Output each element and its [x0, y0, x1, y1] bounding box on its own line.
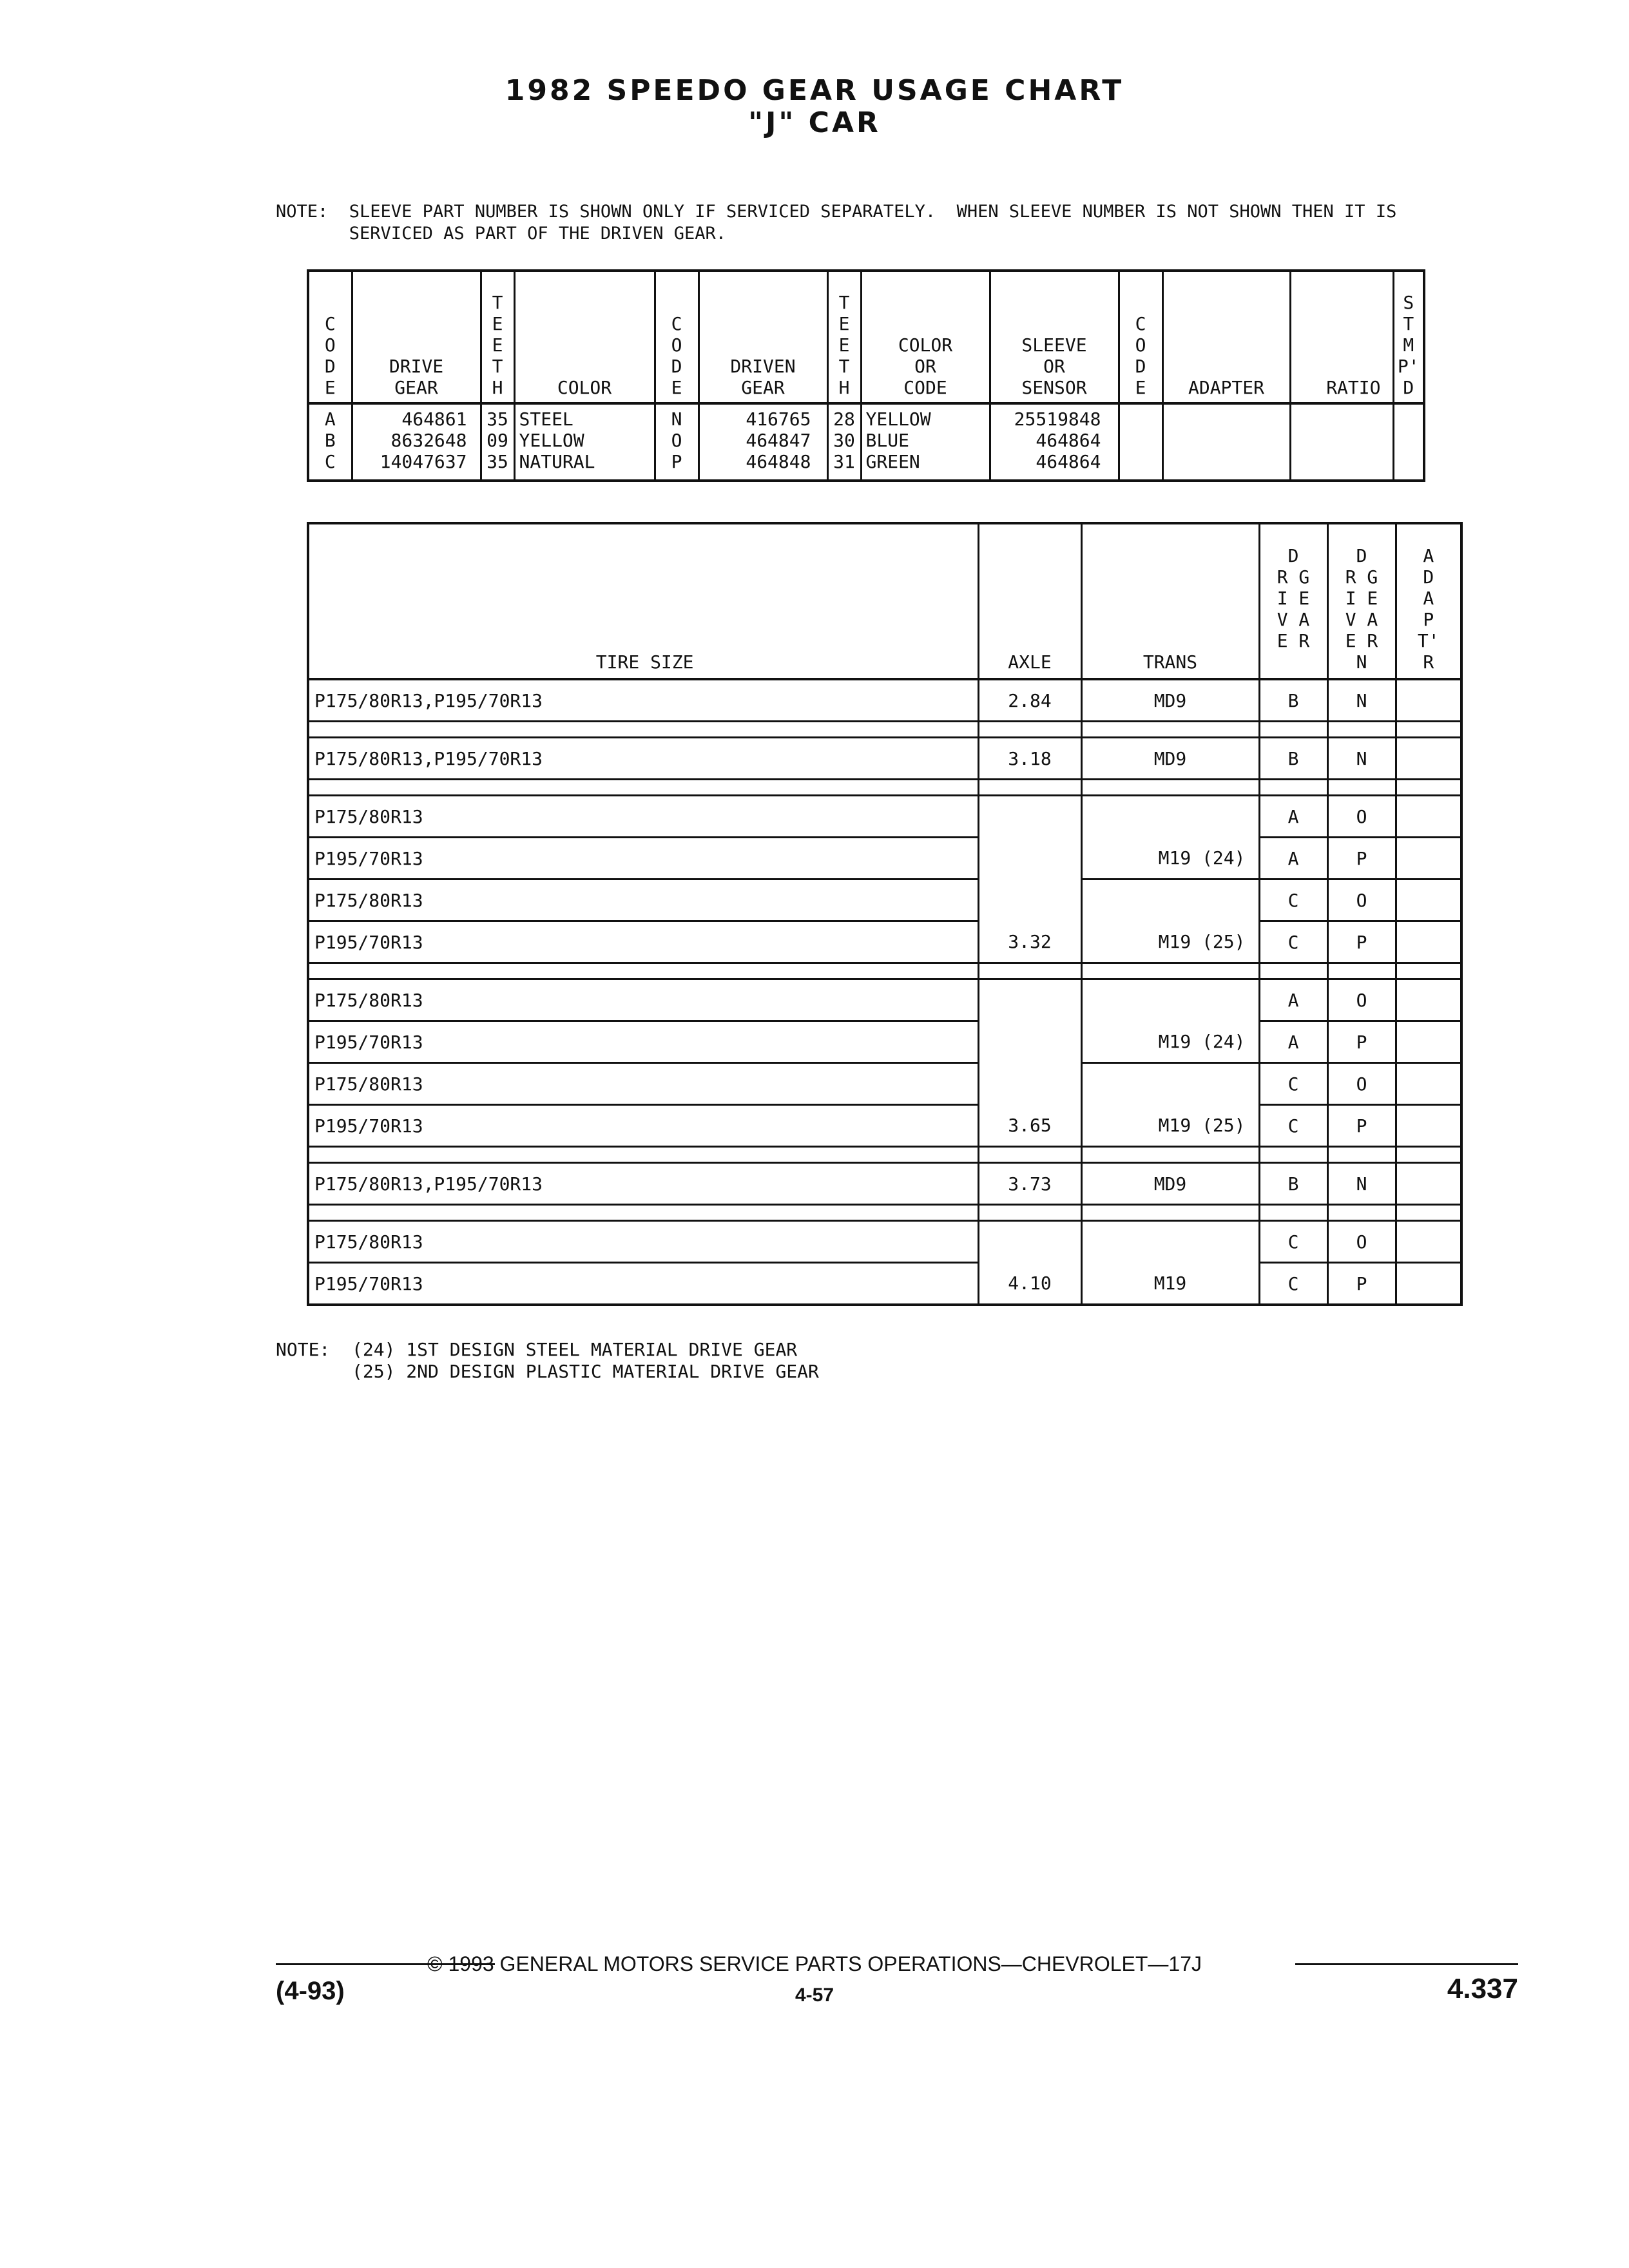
axle-cell [978, 979, 1081, 1021]
header-teeth: T E E T H [481, 271, 514, 403]
tire-size-cell: P195/70R13 [308, 1021, 978, 1063]
row-separator [308, 963, 1461, 979]
adapter-column [1162, 403, 1290, 481]
drive-gear-cell: A [1259, 838, 1327, 879]
tire-size-cell: P175/80R13 [308, 1063, 978, 1105]
page-title: 1982 SPEEDO GEAR USAGE CHART [505, 74, 1124, 107]
trans-cell [1081, 1063, 1259, 1105]
axle-cell: 3.18 [978, 738, 1081, 780]
driven-gear-cell: O [1327, 879, 1396, 921]
trans-cell: M19 (24) [1081, 1021, 1259, 1063]
trans-cell [1081, 1221, 1259, 1263]
trans-cell: MD9 [1081, 738, 1259, 780]
axle-cell [978, 796, 1081, 838]
trans-cell: M19 [1081, 1263, 1259, 1305]
trans-cell: M19 (25) [1081, 921, 1259, 963]
trans-cell: MD9 [1081, 1163, 1259, 1205]
tire-size-cell: P175/80R13,P195/70R13 [308, 1163, 978, 1205]
trans-cell: M19 (25) [1081, 1105, 1259, 1147]
header-adapter: A D A P T' R [1396, 523, 1461, 679]
tire-size-cell: P175/80R13 [308, 1221, 978, 1263]
trans-cell: MD9 [1081, 679, 1259, 722]
drive-gear-cell: A [1259, 1021, 1327, 1063]
adapter-cell [1396, 1221, 1461, 1263]
drive-gear-cell: C [1259, 1221, 1327, 1263]
design-note: NOTE: (24) 1ST DESIGN STEEL MATERIAL DRIVE GEAR (25) 2ND DESIGN PLASTIC MATERIAL DRIVE GEAR [276, 1339, 819, 1382]
adapter-cell [1396, 796, 1461, 838]
table-row [308, 1105, 1461, 1147]
drive-gear-column: 464861 8632648 14047637 [352, 403, 481, 481]
adapter-cell [1396, 879, 1461, 921]
drive-gear-cell: B [1259, 738, 1327, 780]
axle-cell: 4.10 [978, 1263, 1081, 1305]
trans-cell [1081, 796, 1259, 838]
tire-size-cell: P175/80R13 [308, 796, 978, 838]
header-stmpd: S T M P' D [1393, 271, 1424, 403]
adapter-cell [1396, 1021, 1461, 1063]
axle-cell [978, 838, 1081, 879]
header-code: C O D E [308, 271, 352, 403]
adapter-cell [1396, 1105, 1461, 1147]
drive-gear-cell: C [1259, 921, 1327, 963]
tire-size-cell: P195/70R13 [308, 921, 978, 963]
tire-size-cell: P195/70R13 [308, 838, 978, 879]
tire-size-cell: P195/70R13 [308, 1105, 978, 1147]
page-number: 4-57 [795, 1984, 834, 2006]
section-number: 4.337 [1447, 1973, 1518, 2004]
header-drive-gear: D R G I E V A E R [1259, 523, 1327, 679]
header-drive-gear: DRIVE GEAR [352, 271, 481, 403]
adapter-cell [1396, 979, 1461, 1021]
table-row [308, 1021, 1461, 1063]
header-color: COLOR [514, 271, 655, 403]
color-column: STEEL YELLOW NATURAL [514, 403, 655, 481]
header-color-or-code: COLOR OR CODE [861, 271, 990, 403]
sleeve-note: NOTE: SLEEVE PART NUMBER IS SHOWN ONLY IF SERVICED SEPARATELY. WHEN SLEEVE NUMBER IS NOT SHOWN THEN IT IS SERVICED AS PART OF THE DRIVEN GEAR. [276, 202, 1397, 244]
code3-column [1119, 403, 1162, 481]
header-driven-gear: D R G I E V A E R N [1327, 523, 1396, 679]
driven-gear-cell: O [1327, 1063, 1396, 1105]
tire-size-cell: P175/80R13,P195/70R13 [308, 679, 978, 722]
trans-cell: M19 (24) [1081, 838, 1259, 879]
sleeve-or-sensor-column: 25519848 464864 464864 [990, 403, 1119, 481]
drive-gear-cell: B [1259, 679, 1327, 722]
driven-gear-cell: P [1327, 921, 1396, 963]
adapter-cell [1396, 1063, 1461, 1105]
axle-cell [978, 1063, 1081, 1105]
driven-gear-cell: P [1327, 1263, 1396, 1305]
usage-table-header [308, 523, 1461, 679]
row-separator [308, 780, 1461, 796]
trans-cell [1081, 979, 1259, 1021]
axle-cell [978, 1021, 1081, 1063]
header-adapter: ADAPTER [1162, 271, 1290, 403]
tire-size-cell: P175/80R13,P195/70R13 [308, 738, 978, 780]
row-separator [308, 1147, 1461, 1163]
header-teeth: T E E T H [827, 271, 861, 403]
table-row [308, 1063, 1461, 1105]
driven-gear-cell: O [1327, 796, 1396, 838]
drive-gear-cell: A [1259, 979, 1327, 1021]
drive-gear-cell: C [1259, 1263, 1327, 1305]
axle-cell: 3.65 [978, 1105, 1081, 1147]
gear-table-body [308, 403, 1424, 481]
table-row [308, 979, 1461, 1021]
code-column: A B C [324, 408, 336, 472]
adapter-cell [1396, 679, 1461, 722]
header-code: C O D E [1119, 271, 1162, 403]
driven-gear-cell: O [1327, 1221, 1396, 1263]
adapter-cell [1396, 921, 1461, 963]
driven-code-column: N O P [655, 403, 699, 481]
usage-table [307, 522, 1463, 1306]
tire-size-cell: P175/80R13 [308, 879, 978, 921]
header-sleeve-or-sensor: SLEEVE OR SENSOR [990, 271, 1119, 403]
ratio-column [1290, 403, 1393, 481]
header-code: C O D E [655, 271, 699, 403]
table-row [308, 879, 1461, 921]
drive-gear-cell: C [1259, 1105, 1327, 1147]
table-row [308, 838, 1461, 879]
table-row [308, 1263, 1461, 1305]
header-driven-gear: DRIVEN GEAR [699, 271, 827, 403]
header-trans: TRANS [1081, 523, 1259, 679]
driven-gear-cell: N [1327, 1163, 1396, 1205]
color-or-code-column: YELLOW BLUE GREEN [861, 403, 990, 481]
tire-size-cell: P195/70R13 [308, 1263, 978, 1305]
stmpd-column [1393, 403, 1424, 481]
header-ratio: RATIO [1290, 271, 1393, 403]
trans-cell [1081, 879, 1259, 921]
drive-gear-cell: A [1259, 796, 1327, 838]
driven-gear-column: 416765 464847 464848 [699, 403, 827, 481]
table-row [308, 796, 1461, 838]
adapter-cell [1396, 838, 1461, 879]
row-separator [308, 1205, 1461, 1221]
page-subtitle: "J" CAR [748, 106, 881, 139]
axle-cell: 3.73 [978, 1163, 1081, 1205]
axle-cell [978, 879, 1081, 921]
gear-table [307, 269, 1425, 482]
table-row [308, 679, 1461, 722]
driven-gear-cell: P [1327, 1105, 1396, 1147]
table-row [308, 921, 1461, 963]
drive-gear-cell: C [1259, 1063, 1327, 1105]
header-axle: AXLE [978, 523, 1081, 679]
table-row [308, 738, 1461, 780]
driven-gear-cell: O [1327, 979, 1396, 1021]
axle-cell: 3.32 [978, 921, 1081, 963]
axle-cell: 2.84 [978, 679, 1081, 722]
table-row [308, 1221, 1461, 1263]
adapter-cell [1396, 1263, 1461, 1305]
gear-table-header [308, 271, 1424, 403]
driven-gear-cell: N [1327, 738, 1396, 780]
copyright-line: © 1993 GENERAL MOTORS SERVICE PARTS OPERATIONS—CHEVROLET—17J [427, 1952, 1202, 1975]
driven-gear-cell: P [1327, 838, 1396, 879]
driven-teeth-column: 28 30 31 [827, 403, 861, 481]
driven-gear-cell: N [1327, 679, 1396, 722]
drive-gear-cell: C [1259, 879, 1327, 921]
teeth-column: 35 09 35 [481, 403, 514, 481]
driven-gear-cell: P [1327, 1021, 1396, 1063]
adapter-cell [1396, 738, 1461, 780]
adapter-cell [1396, 1163, 1461, 1205]
tire-size-cell: P175/80R13 [308, 979, 978, 1021]
axle-cell [978, 1221, 1081, 1263]
header-tire-size: TIRE SIZE [308, 523, 978, 679]
row-separator [308, 722, 1461, 738]
drive-gear-cell: B [1259, 1163, 1327, 1205]
revision-date: (4-93) [276, 1977, 345, 2005]
table-row [308, 1163, 1461, 1205]
